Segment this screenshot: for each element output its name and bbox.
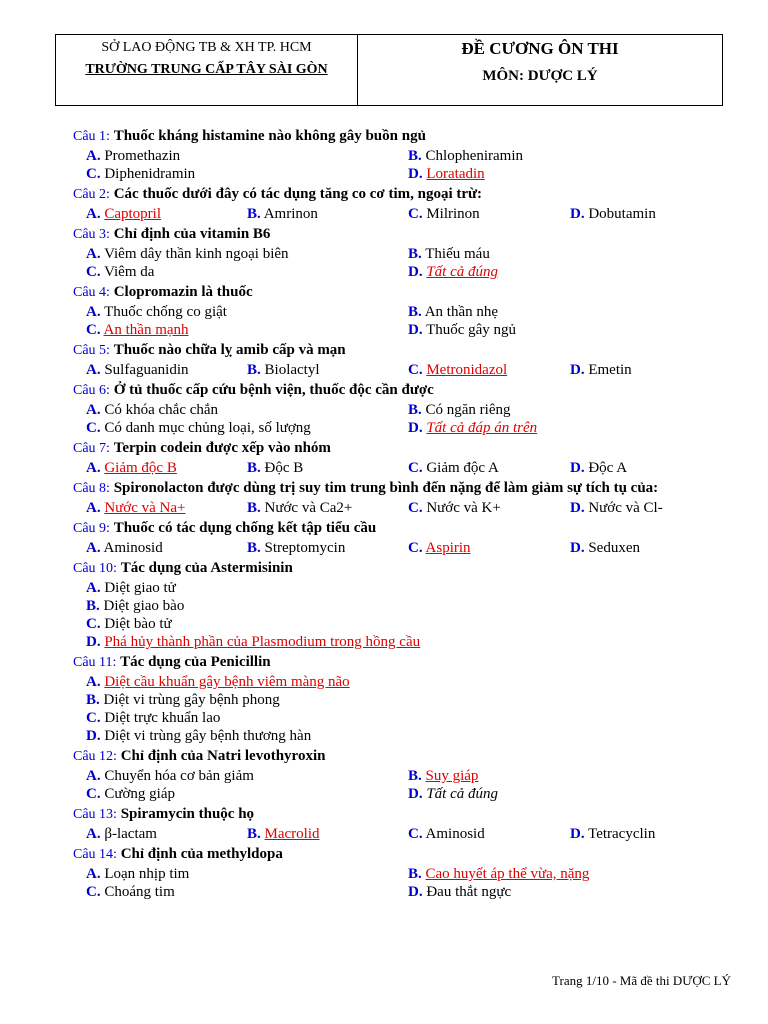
question-text: Tác dụng của Astermisinin [120, 560, 293, 576]
question-text: Thuốc kháng histamine nào không gây buồn ngủ [113, 128, 426, 144]
option-label: B. [408, 768, 422, 784]
option-text: Streptomycin [264, 540, 346, 556]
option-text: Giảm độc A [426, 460, 499, 476]
question-text: Chỉ định của vitamin B6 [113, 226, 271, 242]
option-label: A. [86, 362, 101, 378]
option-label: D. [86, 728, 101, 744]
option-label: A. [86, 500, 101, 516]
correct-answer-text: Giảm độc B [104, 460, 177, 476]
option-label: C. [86, 420, 101, 436]
option-text: Độc B [264, 460, 304, 476]
question-line [73, 339, 753, 361]
question-line [73, 477, 753, 499]
option-text: Độc A [588, 460, 628, 476]
option-b[interactable] [247, 499, 352, 517]
option-row [86, 709, 753, 727]
option-label: D. [570, 362, 585, 378]
option-row [86, 865, 753, 883]
option-text: Milrinon [426, 206, 480, 222]
option-label: B. [247, 460, 261, 476]
option-label: C. [86, 264, 101, 280]
option-a[interactable] [86, 767, 254, 785]
option-b[interactable] [247, 361, 320, 379]
option-row [86, 419, 753, 437]
option-c[interactable] [86, 709, 220, 727]
option-row [86, 499, 753, 517]
options [73, 539, 753, 557]
option-label: A. [86, 402, 101, 418]
question-line [73, 379, 753, 401]
option-label: A. [86, 304, 101, 320]
option-d[interactable] [408, 785, 498, 803]
options [73, 245, 753, 281]
option-d[interactable] [570, 361, 632, 379]
option-a[interactable] [86, 147, 180, 165]
question-number: Câu 9: [73, 521, 110, 536]
option-d[interactable] [570, 459, 627, 477]
option-b[interactable] [247, 825, 320, 843]
question-line [73, 281, 753, 303]
option-label: B. [247, 362, 261, 378]
question-line [73, 223, 753, 245]
department-name: SỞ LAO ĐỘNG TB & XH TP. HCM [101, 40, 312, 55]
option-c[interactable] [86, 263, 154, 281]
option-text: Tetracyclin [588, 826, 656, 842]
option-label: B. [247, 826, 261, 842]
question-text: Ở tủ thuốc cấp cứu bệnh viện, thuốc độc cần được [113, 382, 434, 398]
correct-answer-text: Metronidazol [426, 362, 508, 378]
question [73, 379, 753, 437]
option-text: Biolactyl [264, 362, 320, 378]
option-text: Cường giáp [104, 786, 175, 802]
option-label: C. [86, 710, 101, 726]
option-d[interactable] [570, 499, 663, 517]
option-label: A. [86, 826, 101, 842]
option-label: A. [86, 206, 101, 222]
option-d[interactable] [408, 263, 498, 281]
option-a[interactable] [86, 539, 163, 557]
question [73, 477, 753, 517]
option-label: B. [408, 148, 422, 164]
question-text: Clopromazin là thuốc [113, 284, 253, 300]
option-text: Chlopheniramin [425, 148, 524, 164]
option-label: A. [86, 580, 101, 596]
option-row [86, 165, 753, 183]
option-text: Amrinon [263, 206, 318, 222]
header-left [56, 35, 358, 105]
option-row [86, 727, 753, 745]
correct-answer-text: Aspirin [425, 540, 471, 556]
option-d[interactable] [86, 633, 420, 651]
option-label: B. [408, 246, 422, 262]
option-label: C. [86, 616, 101, 632]
option-row [86, 401, 753, 419]
option-text: Thuốc chống co giật [104, 304, 227, 320]
question [73, 281, 753, 339]
question [73, 803, 753, 843]
options [73, 579, 753, 651]
option-row [86, 245, 753, 263]
option-text: Loạn nhịp tim [104, 866, 190, 882]
option-label: A. [86, 540, 101, 556]
question-number: Câu 4: [73, 285, 110, 300]
option-d[interactable] [408, 165, 485, 183]
option-label: D. [408, 884, 423, 900]
options [73, 361, 753, 379]
option-label: B. [86, 692, 100, 708]
option-c[interactable] [86, 419, 311, 437]
option-b[interactable] [408, 401, 511, 419]
option-row [86, 785, 753, 803]
options [73, 147, 753, 183]
question-text: Tác dụng của Penicillin [120, 654, 271, 670]
option-text: β-lactam [104, 826, 157, 842]
option-c[interactable] [86, 785, 175, 803]
question [73, 339, 753, 379]
option-text: Nước và Cl- [588, 500, 663, 516]
option-c[interactable] [408, 499, 501, 517]
question-number: Câu 6: [73, 383, 110, 398]
question [73, 745, 753, 803]
option-c[interactable] [86, 321, 189, 339]
question [73, 651, 753, 745]
option-label: C. [86, 166, 101, 182]
option-text: Tất cả đúng [426, 786, 499, 802]
question-line [73, 125, 753, 147]
question-line [73, 517, 753, 539]
correct-answer-text: An thần mạnh [103, 322, 189, 338]
options [73, 401, 753, 437]
correct-answer-text: Nước và Na+ [104, 500, 186, 516]
option-text: Viêm dây thần kinh ngoại biên [104, 246, 289, 262]
option-text: Aminosid [425, 826, 485, 842]
option-text: Aminosid [103, 540, 163, 556]
option-text: Diệt vi trùng gây bệnh thương hàn [104, 728, 312, 744]
question-line [73, 437, 753, 459]
option-label: C. [408, 460, 423, 476]
option-c[interactable] [408, 825, 485, 843]
option-d[interactable] [570, 205, 656, 223]
option-a[interactable] [86, 245, 289, 263]
option-label: D. [570, 540, 585, 556]
question-number: Câu 11: [73, 655, 117, 670]
school-name: TRƯỜNG TRUNG CẤP TÂY SÀI GÒN [85, 62, 328, 77]
option-label: B. [247, 206, 261, 222]
option-text: Dobutamin [588, 206, 656, 222]
options [73, 459, 753, 477]
option-a[interactable] [86, 673, 350, 691]
header-right [358, 35, 722, 105]
option-label: C. [408, 206, 423, 222]
option-text: Diphenidramin [104, 166, 196, 182]
option-row [86, 633, 753, 651]
options [73, 767, 753, 803]
option-label: B. [408, 402, 422, 418]
option-row [86, 539, 753, 557]
option-label: B. [86, 598, 100, 614]
option-b[interactable] [247, 459, 303, 477]
option-text: Seduxen [588, 540, 641, 556]
option-label: B. [408, 304, 422, 320]
option-row [86, 205, 753, 223]
question-number: Câu 1: [73, 129, 110, 144]
option-label: A. [86, 148, 101, 164]
option-d[interactable] [408, 883, 511, 901]
question-number: Câu 8: [73, 481, 110, 496]
option-label: A. [86, 866, 101, 882]
option-label: D. [408, 420, 423, 436]
option-label: D. [570, 826, 585, 842]
options [73, 499, 753, 517]
header-box [55, 34, 723, 106]
option-c[interactable] [86, 615, 172, 633]
correct-answer-text: Tất cả đáp án trên [426, 420, 538, 436]
option-label: D. [408, 322, 423, 338]
question-line [73, 557, 753, 579]
question-text: Chỉ định của Natri levothyroxin [120, 748, 326, 764]
option-text: Emetin [588, 362, 632, 378]
option-d[interactable] [86, 727, 311, 745]
option-c[interactable] [408, 539, 471, 557]
option-text: Diệt vi trùng gây bệnh phong [103, 692, 280, 708]
option-text: Có ngăn riêng [425, 402, 511, 418]
question-text: Terpin codein được xếp vào nhóm [113, 440, 331, 456]
option-text: Sulfaguanidin [104, 362, 189, 378]
option-row [86, 321, 753, 339]
option-label: B. [247, 500, 261, 516]
question-number: Câu 13: [73, 807, 117, 822]
option-b[interactable] [408, 865, 589, 883]
correct-answer-text: Macrolid [264, 826, 320, 842]
option-text: Diệt trực khuẩn lao [104, 710, 221, 726]
option-c[interactable] [408, 361, 507, 379]
option-a[interactable] [86, 579, 176, 597]
option-text: Promethazin [104, 148, 181, 164]
option-row [86, 615, 753, 633]
option-label: D. [408, 264, 423, 280]
option-text: Diệt bào tử [104, 616, 172, 632]
options [73, 205, 753, 223]
question-number: Câu 10: [73, 561, 117, 576]
option-label: C. [408, 500, 423, 516]
option-text: Diệt giao tử [104, 580, 176, 596]
option-a[interactable] [86, 825, 157, 843]
question-text: Các thuốc dưới đây có tác dụng tăng co cơ tim, ngoại trừ: [113, 186, 483, 202]
subject-title: MÔN: DƯỢC LÝ [482, 68, 598, 84]
option-row [86, 691, 753, 709]
option-label: D. [86, 634, 101, 650]
option-label: D. [408, 166, 423, 182]
option-row [86, 361, 753, 379]
question-line [73, 651, 753, 673]
option-c[interactable] [408, 459, 499, 477]
option-c[interactable] [408, 205, 480, 223]
question-number: Câu 2: [73, 187, 110, 202]
option-label: B. [247, 540, 261, 556]
option-label: C. [408, 826, 423, 842]
option-row [86, 597, 753, 615]
question [73, 223, 753, 281]
option-text: Choáng tim [104, 884, 175, 900]
option-a[interactable] [86, 459, 177, 477]
option-label: C. [86, 786, 101, 802]
question-line [73, 803, 753, 825]
option-label: C. [86, 884, 101, 900]
correct-answer-text: Cao huyết áp thể vừa, nặng [425, 866, 590, 882]
question-number: Câu 12: [73, 749, 117, 764]
option-b[interactable] [86, 691, 280, 709]
option-text: Thiếu máu [425, 246, 490, 262]
question-text: Thuốc có tác dụng chống kết tập tiểu cầu [113, 520, 377, 536]
option-d[interactable] [570, 825, 655, 843]
option-c[interactable] [86, 883, 175, 901]
option-a[interactable] [86, 361, 189, 379]
question-text: Spiramycin thuộc họ [120, 806, 255, 822]
option-b[interactable] [247, 539, 345, 557]
option-text: Viêm da [104, 264, 155, 280]
question [73, 125, 753, 183]
option-a[interactable] [86, 205, 161, 223]
correct-answer-text: Phá hủy thành phần của Plasmodium trong hồng cầu [104, 634, 421, 650]
option-d[interactable] [570, 539, 640, 557]
document-title: ĐỀ CƯƠNG ÔN THI [461, 39, 619, 58]
correct-answer-text: Suy giáp [425, 768, 479, 784]
option-b[interactable] [86, 597, 184, 615]
option-text: Đau thắt ngực [426, 884, 512, 900]
option-row [86, 579, 753, 597]
correct-answer-text: Tất cả đúng [426, 264, 499, 280]
options [73, 303, 753, 339]
option-row [86, 459, 753, 477]
question-line [73, 745, 753, 767]
option-c[interactable] [86, 165, 195, 183]
option-label: D. [570, 500, 585, 516]
question [73, 517, 753, 557]
question-line [73, 183, 753, 205]
question-text: Thuốc nào chữa lỵ amib cấp và mạn [113, 342, 346, 358]
question-number: Câu 5: [73, 343, 110, 358]
option-text: Chuyển hóa cơ bản giảm [104, 768, 254, 784]
option-b[interactable] [408, 147, 523, 165]
option-a[interactable] [86, 303, 227, 321]
option-b[interactable] [408, 767, 478, 785]
option-b[interactable] [408, 303, 498, 321]
option-row [86, 767, 753, 785]
question [73, 183, 753, 223]
question [73, 557, 753, 651]
options [73, 673, 753, 745]
option-row [86, 147, 753, 165]
option-row [86, 263, 753, 281]
option-label: A. [86, 768, 101, 784]
page-footer: Trang 1/10 - Mã đề thi DƯỢC LÝ [552, 973, 731, 988]
option-a[interactable] [86, 499, 186, 517]
option-text: Nước và K+ [426, 500, 501, 516]
option-d[interactable] [408, 321, 516, 339]
correct-answer-text: Loratadin [426, 166, 485, 182]
options [73, 825, 753, 843]
option-b[interactable] [408, 245, 490, 263]
option-row [86, 673, 753, 691]
option-label: C. [86, 322, 101, 338]
option-text: Diệt giao bào [103, 598, 185, 614]
option-label: D. [408, 786, 423, 802]
option-row [86, 825, 753, 843]
option-label: C. [408, 362, 423, 378]
option-label: A. [86, 246, 101, 262]
question [73, 437, 753, 477]
option-label: A. [86, 674, 101, 690]
option-text: Thuốc gây ngủ [426, 322, 517, 338]
option-b[interactable] [247, 205, 318, 223]
question-text: Spironolacton được dùng trị suy tim trung bình đến nặng để làm giảm sự tích tụ của: [113, 480, 659, 496]
option-label: D. [570, 206, 585, 222]
option-text: Có khóa chắc chắn [104, 402, 219, 418]
option-label: C. [408, 540, 423, 556]
option-text: An thần nhẹ [424, 304, 499, 320]
question [73, 843, 753, 901]
option-label: A. [86, 460, 101, 476]
options [73, 865, 753, 901]
option-text: Nước và Ca2+ [264, 500, 353, 516]
question-text: Chỉ định của methyldopa [120, 846, 283, 862]
question-number: Câu 14: [73, 847, 117, 862]
question-line [73, 843, 753, 865]
option-label: B. [408, 866, 422, 882]
question-list [73, 125, 753, 901]
question-number: Câu 7: [73, 441, 110, 456]
option-row [86, 303, 753, 321]
option-a[interactable] [86, 401, 218, 419]
option-a[interactable] [86, 865, 189, 883]
option-d[interactable] [408, 419, 537, 437]
correct-answer-text: Diệt cầu khuẩn gây bệnh viêm màng não [104, 674, 350, 690]
correct-answer-text: Captopril [104, 206, 162, 222]
option-label: D. [570, 460, 585, 476]
option-row [86, 883, 753, 901]
option-text: Có danh mục chủng loại, số lượng [104, 420, 311, 436]
question-number: Câu 3: [73, 227, 110, 242]
